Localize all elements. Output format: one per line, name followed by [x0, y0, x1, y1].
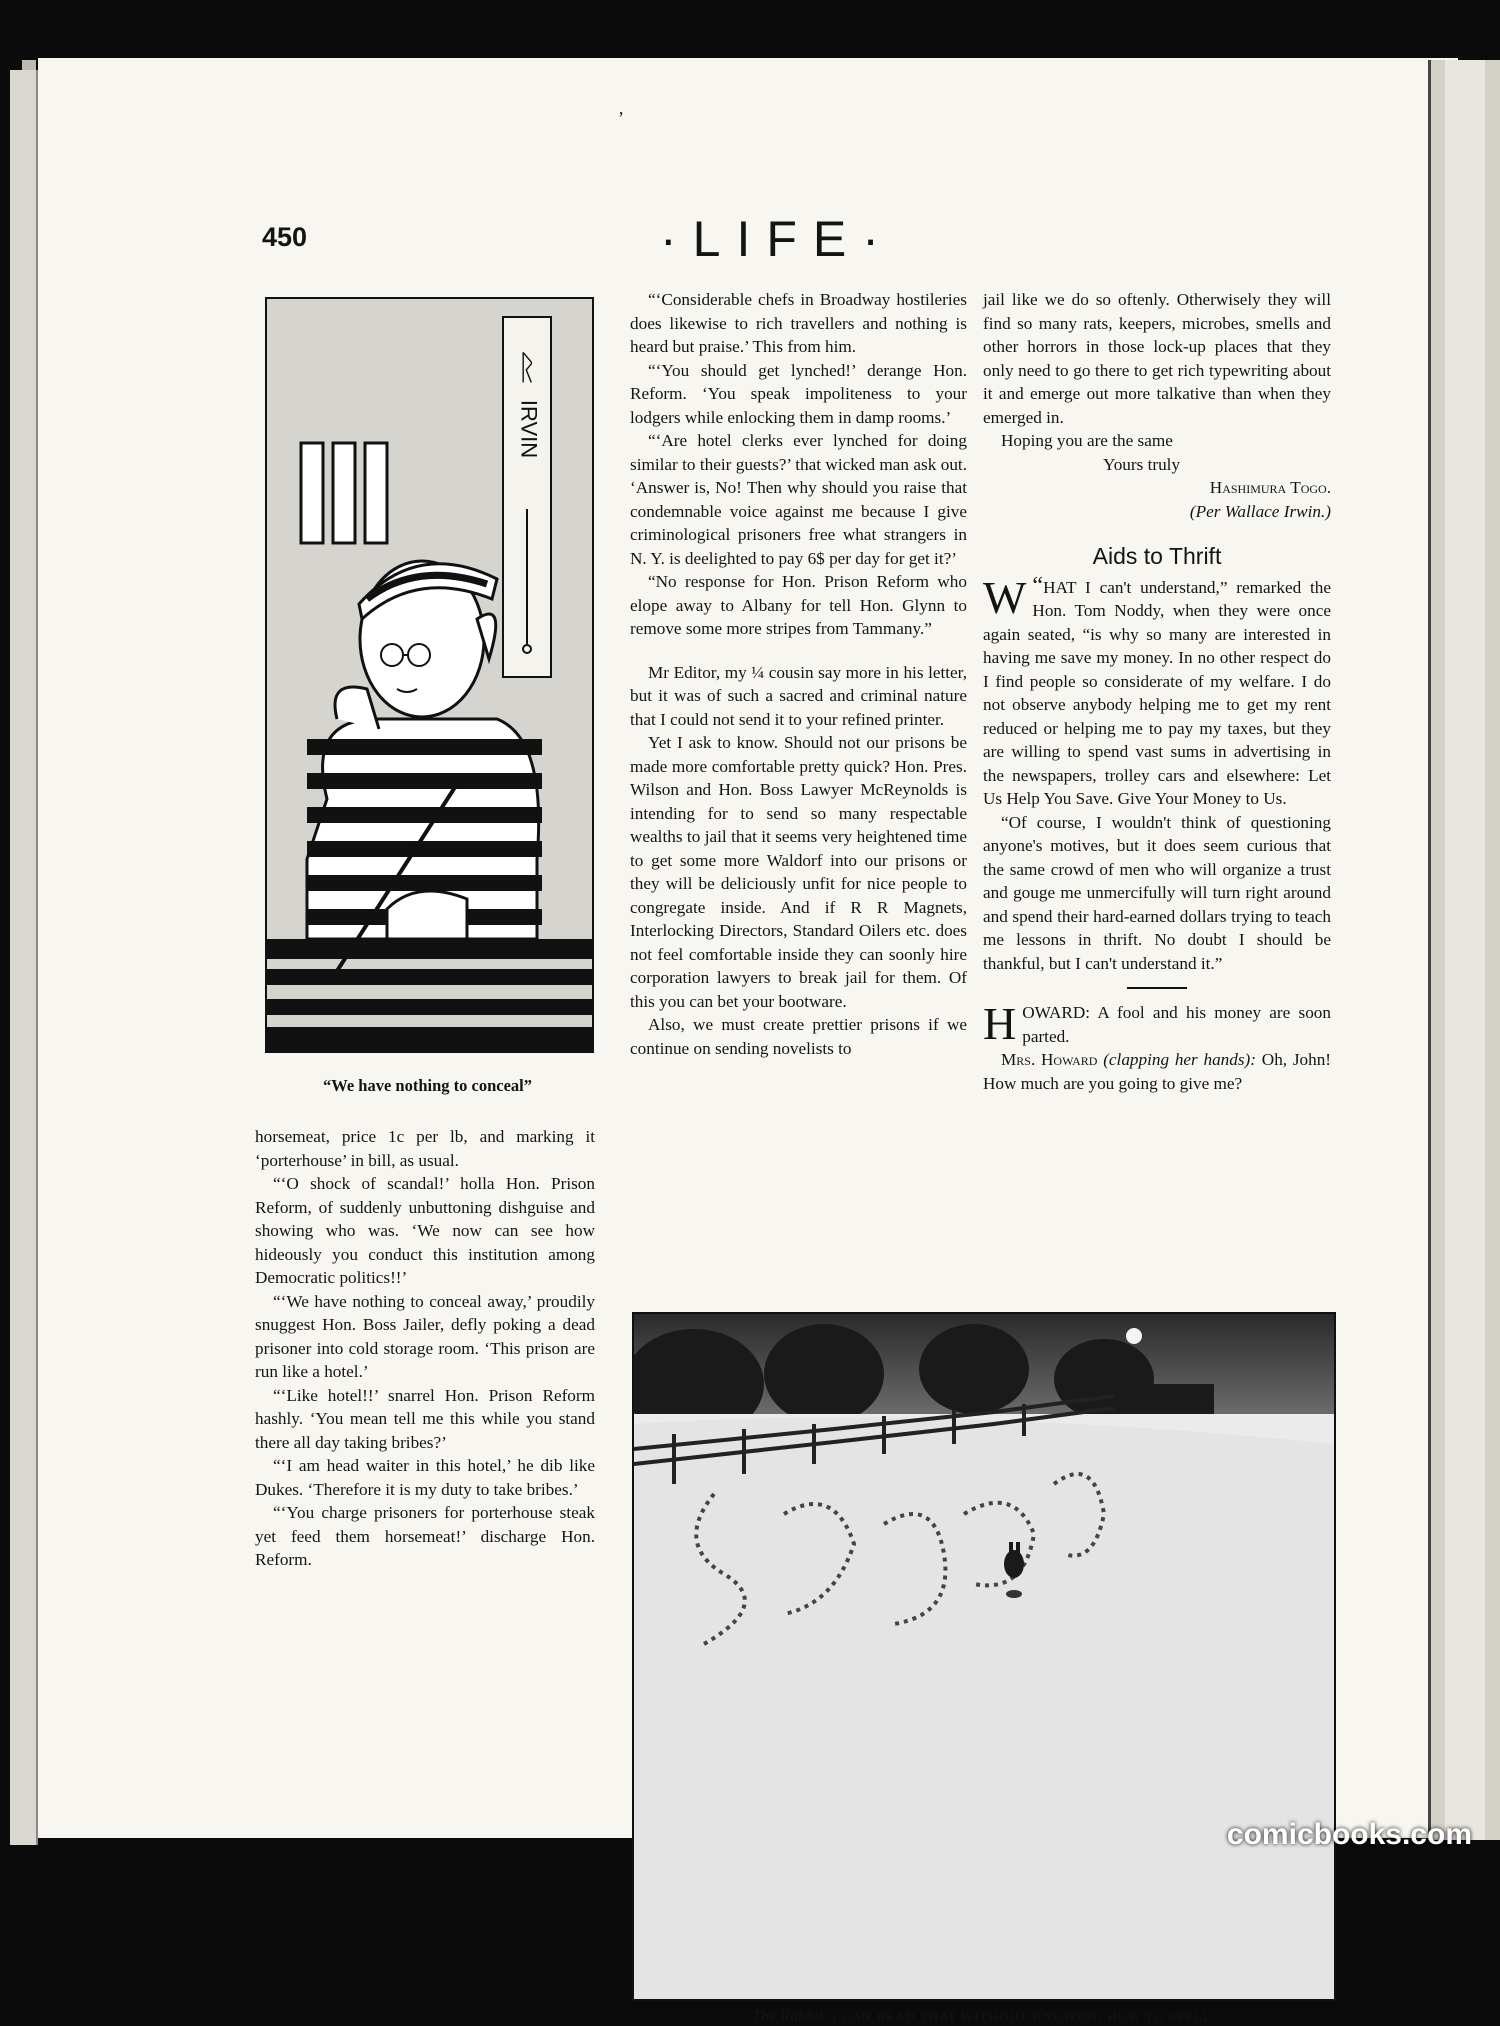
facing-page-edge [1428, 60, 1500, 1840]
page-number: 450 [262, 222, 308, 252]
paragraph: “‘We have nothing to conceal away,’ proudily snuggest Hon. Boss Jailer, defly poking a dead prisoner into cold storage room. ‘This prison are run like a hotel.’ [255, 1291, 595, 1381]
cell-window [301, 443, 387, 543]
paragraph: Yet I ask to know. Should not our prisons be made more comfortable pretty quick? Hon. Pres. Wilson and Hon. Boss Lawyer McReynolds is intending for to send so many respectable wealths to jail that it seems very heightened time to get some more Waldorf into our prisons or they will be deliciously unfit for nice people to congregate inside. And if R R Magnets, Interlocking Directors, Standard Oilers etc. does not feel comfortable inside they can soonly hire corporation lawyers to break jail for them. Of this you can bet your bootware. [630, 733, 967, 1011]
letter-yours: Yours truly [1103, 454, 1181, 474]
column-3 [983, 288, 1331, 1095]
caption-text: I CAN READ THAT WITHOUT KNOWING HOW TO SPELL [832, 2009, 1212, 2024]
letter-attribution: (Per Wallace Irwin.) [1189, 501, 1331, 521]
speaker-name: Mrs. Howard [1001, 1050, 1098, 1069]
caption-speaker: The Rabbit: [752, 2008, 829, 2025]
artist-signature: IRVIN [516, 399, 542, 459]
paragraph: “No response for Hon. Prison Reform who elope away to Albany for tell Hon. Glynn to remove some more stripes from Tammany.” [630, 572, 967, 638]
paragraph: “‘You should get lynched!’ derange Hon. Reform. ‘You speak impoliteness to your lodgers while enlocking them in damp rooms.’ [630, 360, 967, 427]
paragraph: “‘I am head waiter in this hotel,’ he dib like Dukes. ‘Therefore it is my duty to take bribes.’ [255, 1456, 595, 1499]
paragraph: horsemeat, price 1c per lb, and marking it ‘porterhouse’ in bill, as usual. [255, 1127, 595, 1170]
cartoon-illustration [265, 297, 594, 1053]
paragraph: Mr Editor, my ¼ cousin say more in his letter, but it was of such a sacred and criminal nature that I could not send it to your refined printer. [630, 662, 967, 729]
paragraph: “‘Like hotel!!’ snarrel Hon. Prison Reform hashly. ‘You mean tell me this while you stand there all day taking bribes?’ [255, 1385, 595, 1452]
drop-cap: H [983, 998, 1017, 1049]
column-2 [630, 288, 967, 1060]
paragraph: jail like we do so oftenly. Otherwisely they will find so many rats, keepers, microbes, smells and other horrors in those lock-up places that they only need to go there to get rich typewriting about it and emerge out more talkative than when they emerged in. [983, 290, 1331, 427]
rabbit-illustration [632, 1312, 1336, 2001]
book-spine [10, 70, 38, 1845]
article-heading: Aids to Thrift [1092, 543, 1222, 569]
paragraph: “‘O shock of scandal!’ holla Hon. Prison Reform, of suddenly unbuttoning dishguise and showing who was. ‘We now can see how hideously you conduct this institution among Democratic politics!!’ [255, 1174, 595, 1287]
thrift-paragraph-text: HAT I can't understand,” remarked the Hon. Tom Noddy, when they were once again seated, “is why so many are interested in having me save my money. In no other respect do I find people so considerate of my welfare. I do not observe anybody helping me to get my rent reduced or helping me to pay my taxes, but they are willing to spend vast sums in advertising in the newspapers, trolley cars and elsewhere: Let Us Help You Save. Give Your Money to Us. [983, 577, 1331, 808]
stage-direction: (clapping her hands): [1103, 1050, 1257, 1069]
paragraph: “Of course, I wouldn't think of questioning anyone's motives, but it does seem curious that the same crowd of men who will organize a trust and gouge me unmercifully will turn right around and spend their hard-earned dollars trying to teach me lessons in thrift. No doubt I should be thankful, but I can't understand it.” [983, 812, 1331, 973]
letter-signer: Hashimura Togo. [1209, 478, 1331, 497]
paragraph [983, 1048, 1331, 1095]
section-divider [1127, 987, 1187, 989]
speaker-line: Oh, John! How much are you going to give me? [983, 1050, 1332, 1093]
snow-scene [634, 1314, 1334, 1999]
rabbit-caption [632, 2008, 1332, 2026]
paragraph: “‘Considerable chefs in Broadway hostileries does likewise to rich travellers and nothing is heard but praise.’ This from him. [630, 290, 967, 356]
paragraph: “‘Are hotel clerks ever lynched for doing similar to their guests?’ that wicked man ask out. ‘Answer is, No! Then why should you raise that condemnable voice against me because I give criminological prisoners free what strangers in N. Y. is deelighted to pay 6$ per day for get it?’ [630, 431, 967, 568]
column-1 [255, 1125, 595, 1572]
howard-line: OWARD: A fool and his money are soon parted. [1022, 1003, 1331, 1046]
moon [1126, 1328, 1142, 1344]
masthead: ·LIFE· [660, 211, 895, 267]
paragraph [983, 998, 1331, 1049]
print-mark: ʼ [618, 108, 624, 128]
drop-cap: W [983, 571, 1027, 623]
prisoner-cartoon [267, 299, 592, 1051]
paragraph: “ W HAT I can't understand,” remarked the Hon. Tom Noddy, when they were once again seated, “is why so many are interested in having me save my money. In no other respect do I find people so considerate of my welfare. I do not observe anybody helping me to get my rent reduced or helping me to pay my taxes, but they are willing to spend vast sums in advertising in the newspapers, trolley cars and elsewhere: Let Us Help You Save. Give Your Money to Us. [983, 571, 1331, 808]
paragraph: “‘You charge prisoners for porterhouse steak yet feed them horsemeat!’ discharge Hon. Reform. [255, 1503, 595, 1569]
svg-text:ᚱ: ᚱ [516, 350, 538, 387]
letter-closing: Hoping you are the same [1001, 431, 1173, 450]
cartoon-caption: “We have nothing to conceal” [323, 1076, 532, 1095]
paragraph: Also, we must create prettier prisons if we continue on sending novelists to [630, 1015, 967, 1058]
facing-page-strip [1445, 60, 1485, 1840]
site-watermark: comicbooks.com [1226, 1818, 1472, 1851]
